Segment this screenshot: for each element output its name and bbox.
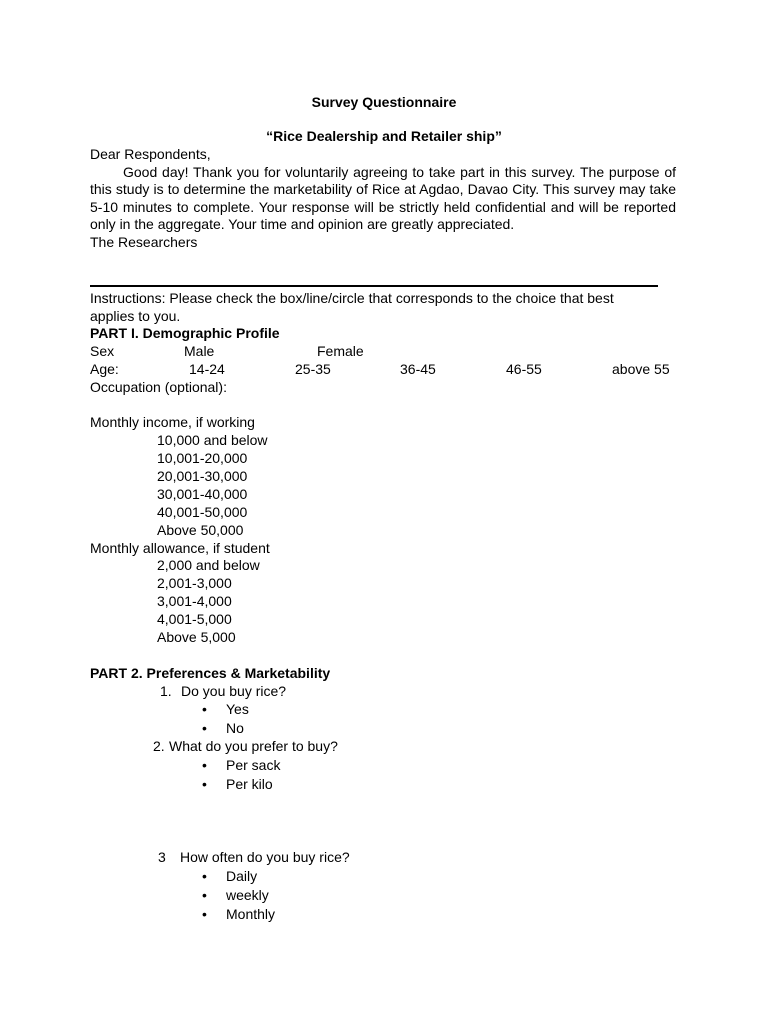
income-option[interactable]: 30,001-40,000 bbox=[157, 486, 248, 502]
part1-heading: PART I. Demographic Profile bbox=[90, 325, 280, 341]
signature: The Researchers bbox=[90, 233, 198, 250]
income-option[interactable]: 10,000 and below bbox=[157, 432, 268, 448]
question-text: What do you prefer to buy? bbox=[169, 738, 338, 754]
allowance-option[interactable]: 2,001-3,000 bbox=[157, 575, 232, 591]
answer-option[interactable]: • Yes bbox=[226, 701, 249, 718]
age-option[interactable]: 25-35 bbox=[295, 361, 331, 377]
income-label: Monthly income, if working bbox=[90, 414, 255, 430]
age-option[interactable]: 14-24 bbox=[189, 361, 225, 377]
intro-paragraph bbox=[90, 164, 676, 234]
answer-option[interactable]: • Per sack bbox=[226, 757, 280, 774]
document-title: Survey Questionnaire bbox=[311, 94, 457, 110]
question-number: 3 bbox=[158, 849, 166, 865]
age-option[interactable]: above 55 bbox=[612, 361, 670, 377]
income-option[interactable]: 20,001-30,000 bbox=[157, 468, 248, 484]
question-text: Do you buy rice? bbox=[181, 683, 287, 699]
answer-option[interactable]: • Per kilo bbox=[226, 776, 273, 793]
age-option[interactable]: 36-45 bbox=[400, 361, 436, 377]
answer-option[interactable]: • No bbox=[226, 720, 244, 737]
sex-option-male[interactable]: Male bbox=[184, 343, 215, 359]
sex-option-female[interactable]: Female bbox=[317, 343, 364, 359]
greeting: Dear Respondents, bbox=[90, 146, 211, 162]
answer-option[interactable]: • weekly bbox=[226, 887, 269, 904]
question-number: 2. bbox=[153, 738, 165, 754]
instructions-line-1: Instructions: Please check the box/line/circle that corresponds to the choice that best bbox=[90, 290, 614, 306]
income-option[interactable]: Above 50,000 bbox=[157, 522, 244, 538]
allowance-option[interactable]: 2,000 and below bbox=[157, 557, 260, 573]
question-number: 1. bbox=[160, 683, 172, 699]
instructions-line-2: applies to you. bbox=[90, 308, 181, 324]
intro-letter bbox=[90, 146, 676, 252]
income-option[interactable]: 10,001-20,000 bbox=[157, 450, 248, 466]
divider-line bbox=[90, 285, 658, 287]
answer-option[interactable]: • Monthly bbox=[226, 906, 275, 923]
allowance-option[interactable]: Above 5,000 bbox=[157, 629, 236, 645]
allowance-label: Monthly allowance, if student bbox=[90, 540, 270, 556]
sex-label: Sex bbox=[90, 343, 115, 359]
income-option[interactable]: 40,001-50,000 bbox=[157, 504, 248, 520]
allowance-option[interactable]: 3,001-4,000 bbox=[157, 593, 232, 609]
document-subtitle: “Rice Dealership and Retailer ship” bbox=[266, 128, 502, 144]
occupation-label: Occupation (optional): bbox=[90, 379, 227, 395]
part2-heading: PART 2. Preferences & Marketability bbox=[90, 665, 331, 681]
question-text: How often do you buy rice? bbox=[180, 849, 350, 865]
allowance-option[interactable]: 4,001-5,000 bbox=[157, 611, 232, 627]
age-label: Age: bbox=[90, 361, 119, 377]
answer-option[interactable]: • Daily bbox=[226, 868, 257, 885]
age-option[interactable]: 46-55 bbox=[506, 361, 542, 377]
intro-text: Good day! Thank you for voluntarily agreeing to take part in this survey. The purpose of this study is to determine the marketability of Rice at Agdao, Davao City. This survey may take 5-10 minutes to complete. Your response will be strictly held confidential and will be reported only in the aggregate. Your time and opinion are greatly appreciated. bbox=[90, 163, 676, 233]
